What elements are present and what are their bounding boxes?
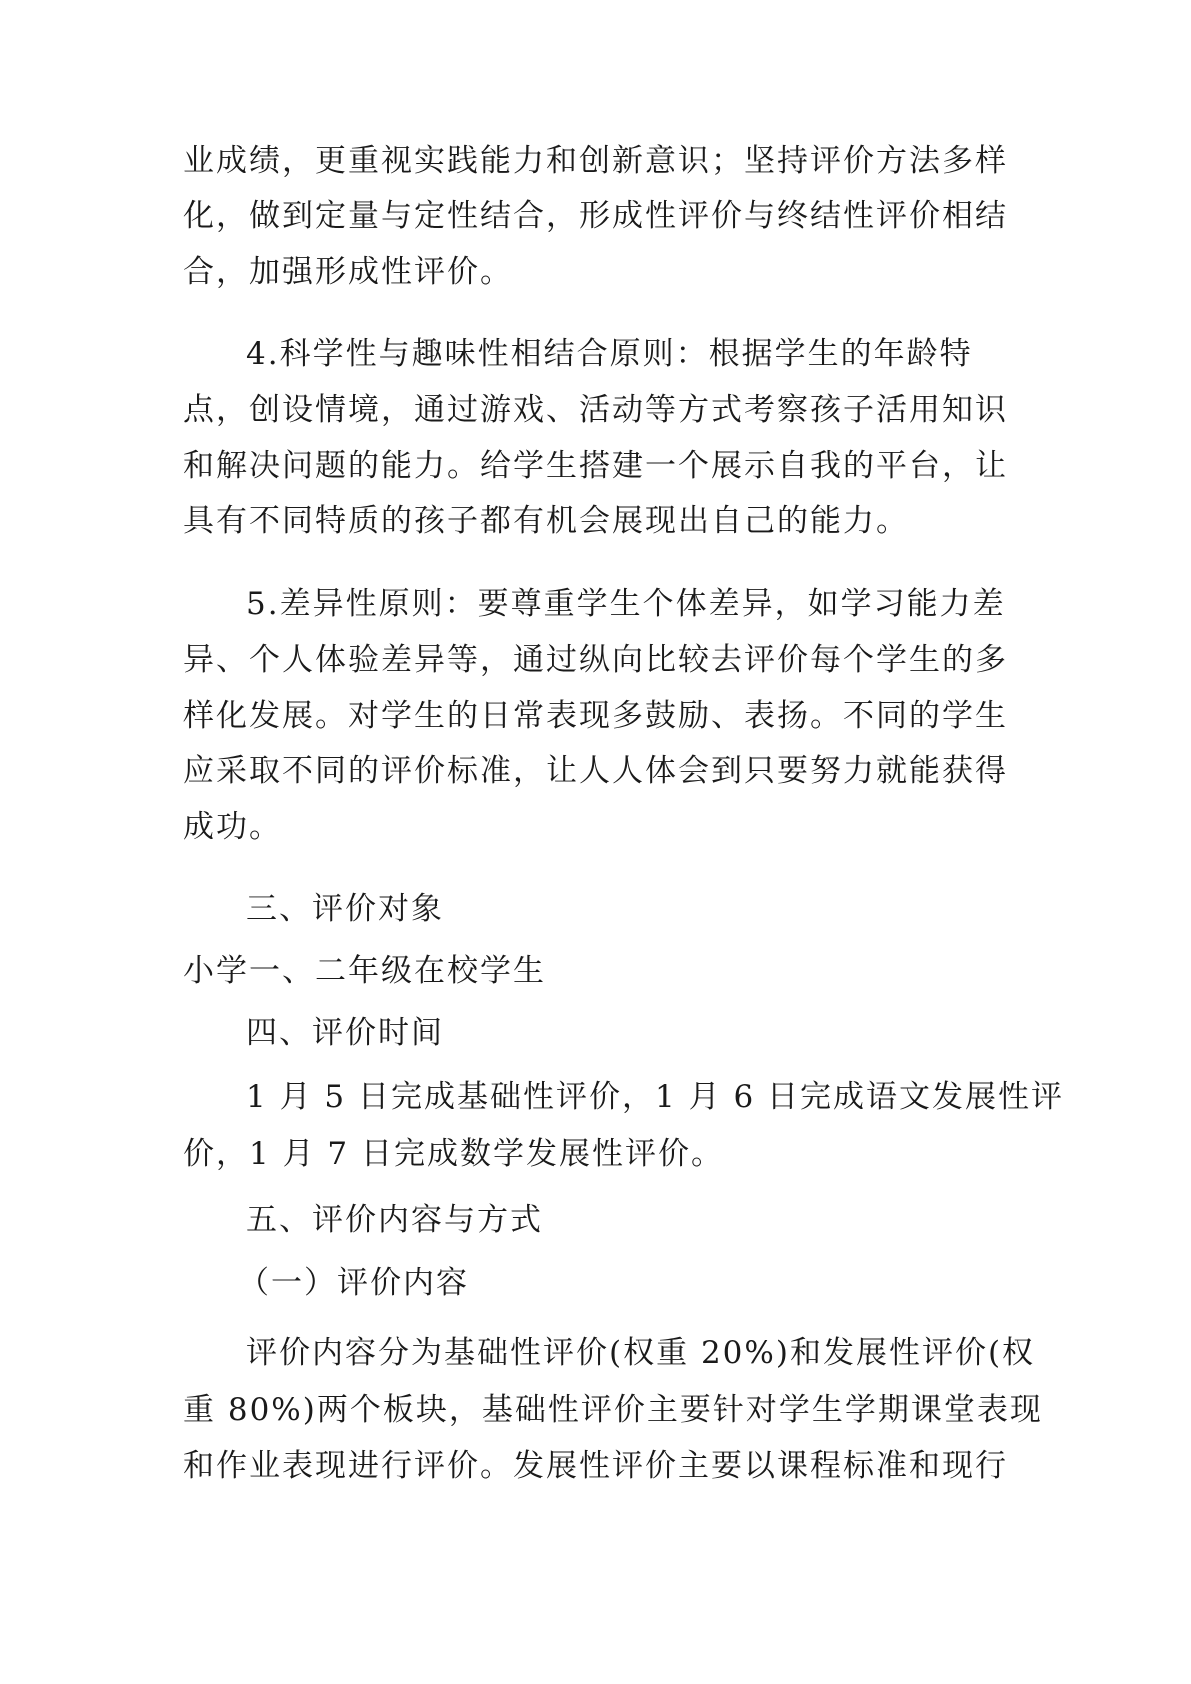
section-heading: 四、评价时间 [246,1015,444,1051]
section-heading: 三、评价对象 [246,891,444,927]
text-line: 应采取不同的评价标准，让人人体会到只要努力就能获得 [183,753,1008,789]
text-line: 和作业表现进行评价。发展性评价主要以课程标准和现行 [183,1448,1008,1484]
text-line: 1 月 5 日完成基础性评价，1 月 6 日完成语文发展性评 [246,1079,1065,1115]
text-line: 评价内容分为基础性评价(权重 20%)和发展性评价(权 [246,1335,1036,1371]
text-line: 具有不同特质的孩子都有机会展现出自己的能力。 [183,503,909,539]
text-line: 价，1 月 7 日完成数学发展性评价。 [183,1136,725,1172]
text-line: 4.科学性与趣味性相结合原则：根据学生的年龄特 [246,336,973,372]
text-line: 5.差异性原则：要尊重学生个体差异，如学习能力差 [246,586,1006,622]
text-line: 化，做到定量与定性结合，形成性评价与终结性评价相结 [183,198,1008,234]
text-line: 点，创设情境，通过游戏、活动等方式考察孩子活用知识 [183,392,1008,428]
subsection-heading: （一）评价内容 [238,1265,469,1301]
text-line: 重 80%)两个板块，基础性评价主要针对学生学期课堂表现 [183,1392,1043,1428]
section-heading: 五、评价内容与方式 [246,1202,543,1238]
text-line: 样化发展。对学生的日常表现多鼓励、表扬。不同的学生 [183,698,1008,734]
text-line: 业成绩，更重视实践能力和创新意识；坚持评价方法多样 [183,143,1008,179]
text-line: 小学一、二年级在校学生 [183,953,546,989]
text-line: 和解决问题的能力。给学生搭建一个展示自我的平台，让 [183,448,1008,484]
text-line: 合，加强形成性评价。 [183,254,513,290]
text-line: 成功。 [183,809,282,845]
text-line: 异、个人体验差异等，通过纵向比较去评价每个学生的多 [183,642,1008,678]
